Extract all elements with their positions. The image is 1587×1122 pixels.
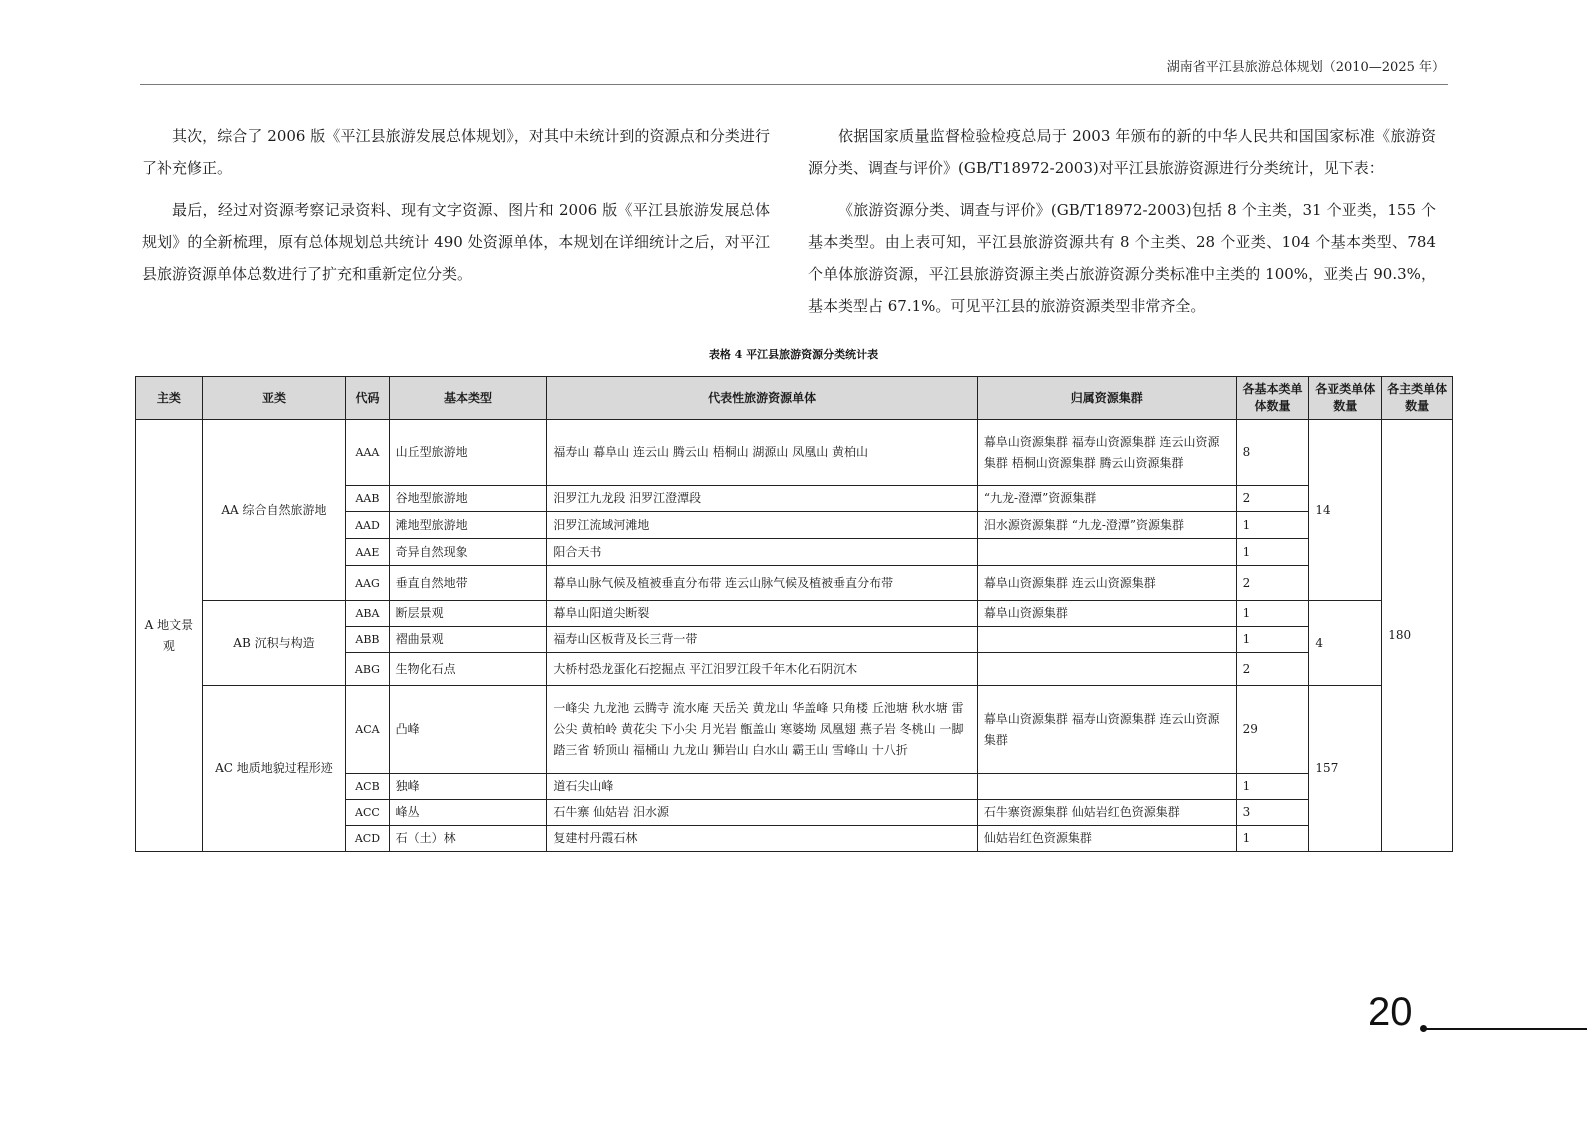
header-code: 代码 [346,377,389,420]
header-divider [140,84,1448,85]
code-cell: ACA [346,686,389,774]
main-class-cell: A 地文景观 [136,420,203,852]
basic-type-cell: 垂直自然地带 [389,566,547,601]
left-column [142,120,770,300]
header-basic-type: 基本类型 [389,377,547,420]
cluster-cell: 幕阜山资源集群 福寿山资源集群 连云山资源集群 梧桐山资源集群 腾云山资源集群 [977,420,1236,486]
subclass-cell: AB 沉积与构造 [202,601,346,686]
sub-count-cell: 157 [1309,686,1382,852]
basic-count-cell: 29 [1236,686,1309,774]
code-cell: ABA [346,601,389,627]
code-cell: AAG [346,566,389,601]
header-subclass: 亚类 [202,377,346,420]
header-title: 湖南省平江县旅游总体规划（2010—2025 年） [1166,60,1445,75]
code-cell: ACB [346,774,389,800]
basic-type-cell: 山丘型旅游地 [389,420,547,486]
units-cell: 道石尖山峰 [547,774,978,800]
table-row [136,420,1453,486]
basic-count-cell: 1 [1236,774,1309,800]
units-cell: 福寿山区板背及长三背一带 [547,627,978,653]
header-main-class: 主类 [136,377,203,420]
units-cell: 汨罗江流域河滩地 [547,512,978,539]
header-resource-cluster: 归属资源集群 [977,377,1236,420]
resource-classification-table [135,376,1453,852]
basic-type-cell: 断层景观 [389,601,547,627]
subclass-cell: AC 地质地貌过程形迹 [202,686,346,852]
table-row [136,601,1453,627]
page-number-rule [1423,1028,1587,1030]
basic-count-cell: 1 [1236,826,1309,852]
units-cell: 福寿山 幕阜山 连云山 腾云山 梧桐山 湖源山 凤凰山 黄柏山 [547,420,978,486]
basic-count-cell: 8 [1236,420,1309,486]
basic-count-cell: 1 [1236,627,1309,653]
code-cell: AAA [346,420,389,486]
basic-type-cell: 独峰 [389,774,547,800]
cluster-cell: 幕阜山资源集群 连云山资源集群 [977,566,1236,601]
units-cell: 幕阜山阳道尖断裂 [547,601,978,627]
right-paragraph-2: 《旅游资源分类、调查与评价》(GB/T18972-2003)包括 8 个主类，31 个亚类，155 个基本类型。由上表可知，平江县旅游资源共有 8 个主类、28 个亚类、104 个基本类型、784 个单体旅游资源，平江县旅游资源主类占旅游资源分类标准中主类的 100%，亚类占 90.3%，基本类型占 67.1%。可见平江县的旅游资源类型非常齐全。 [808,201,1436,315]
code-cell: ACD [346,826,389,852]
code-cell: ABG [346,653,389,686]
cluster-cell: 幕阜山资源集群 福寿山资源集群 连云山资源集群 [977,686,1236,774]
cluster-cell: 石牛寨资源集群 仙姑岩红色资源集群 [977,800,1236,826]
header-main-count: 各主类单体数量 [1382,377,1453,420]
basic-count-cell: 2 [1236,566,1309,601]
basic-type-cell: 石（土）林 [389,826,547,852]
cluster-cell: 汨水源资源集群 “九龙-澄潭”资源集群 [977,512,1236,539]
cluster-cell [977,627,1236,653]
basic-count-cell: 3 [1236,800,1309,826]
code-cell: AAD [346,512,389,539]
basic-count-cell: 1 [1236,512,1309,539]
subclass-cell: AA 综合自然旅游地 [202,420,346,601]
units-cell: 石牛寨 仙姑岩 汨水源 [547,800,978,826]
sub-count-cell: 4 [1309,601,1382,686]
basic-type-cell: 褶曲景观 [389,627,547,653]
cluster-cell [977,539,1236,566]
units-cell: 幕阜山脉气候及植被垂直分布带 连云山脉气候及植被垂直分布带 [547,566,978,601]
units-cell: 阳合天书 [547,539,978,566]
cluster-cell: 幕阜山资源集群 [977,601,1236,627]
left-paragraph-1: 其次，综合了 2006 版《平江县旅游发展总体规划》，对其中未统计到的资源点和分类进行了补充修正。 [142,127,770,177]
basic-type-cell: 奇异自然现象 [389,539,547,566]
basic-type-cell: 峰丛 [389,800,547,826]
left-paragraph-2: 最后，经过对资源考察记录资料、现有文字资源、图片和 2006 版《平江县旅游发展总体规划》的全新梳理，原有总体规划总共统计 490 处资源单体，本规划在详细统计之后，对平江县旅游资源单体总数进行了扩充和重新定位分类。 [142,201,770,283]
units-cell: 大桥村恐龙蛋化石挖掘点 平江汨罗江段千年木化石阴沉木 [547,653,978,686]
cluster-cell [977,774,1236,800]
cluster-cell [977,653,1236,686]
right-column [808,120,1436,332]
header-representative-units: 代表性旅游资源单体 [547,377,978,420]
basic-type-cell: 谷地型旅游地 [389,486,547,512]
header-basic-count: 各基本类单体数量 [1236,377,1309,420]
code-cell: AAE [346,539,389,566]
table-header-row [136,377,1453,420]
units-cell: 一峰尖 九龙池 云腾寺 流水庵 天岳关 黄龙山 华盖峰 只角楼 丘池塘 秋水塘 雷公尖 黄柏岭 黄花尖 下小尖 月光岩 甑盖山 寒婆坳 凤凰翅 燕子岩 冬桃山 一脚踏三省 轿顶山 福桶山 九龙山 狮岩山 白水山 霸王山 雪峰山 十八折 [547,686,978,774]
right-paragraph-1: 依据国家质量监督检验检疫总局于 2003 年颁布的新的中华人民共和国国家标准《旅游资源分类、调查与评价》(GB/T18972-2003)对平江县旅游资源进行分类统计，见下表： [808,127,1436,177]
cluster-cell: 仙姑岩红色资源集群 [977,826,1236,852]
basic-type-cell: 凸峰 [389,686,547,774]
header-sub-count: 各亚类单体数量 [1309,377,1382,420]
table-row [136,686,1453,774]
basic-count-cell: 1 [1236,539,1309,566]
code-cell: AAB [346,486,389,512]
basic-type-cell: 滩地型旅游地 [389,512,547,539]
basic-count-cell: 1 [1236,601,1309,627]
code-cell: ABB [346,627,389,653]
units-cell: 复建村丹霞石林 [547,826,978,852]
sub-count-cell: 14 [1309,420,1382,601]
main-count-cell: 180 [1382,420,1453,852]
table-caption: 表格 4 平江县旅游资源分类统计表 [708,348,879,361]
code-cell: ACC [346,800,389,826]
basic-count-cell: 2 [1236,486,1309,512]
basic-type-cell: 生物化石点 [389,653,547,686]
units-cell: 汨罗江九龙段 汨罗江澄潭段 [547,486,978,512]
cluster-cell: “九龙-澄潭”资源集群 [977,486,1236,512]
page-number: 20 [1368,990,1413,1034]
basic-count-cell: 2 [1236,653,1309,686]
